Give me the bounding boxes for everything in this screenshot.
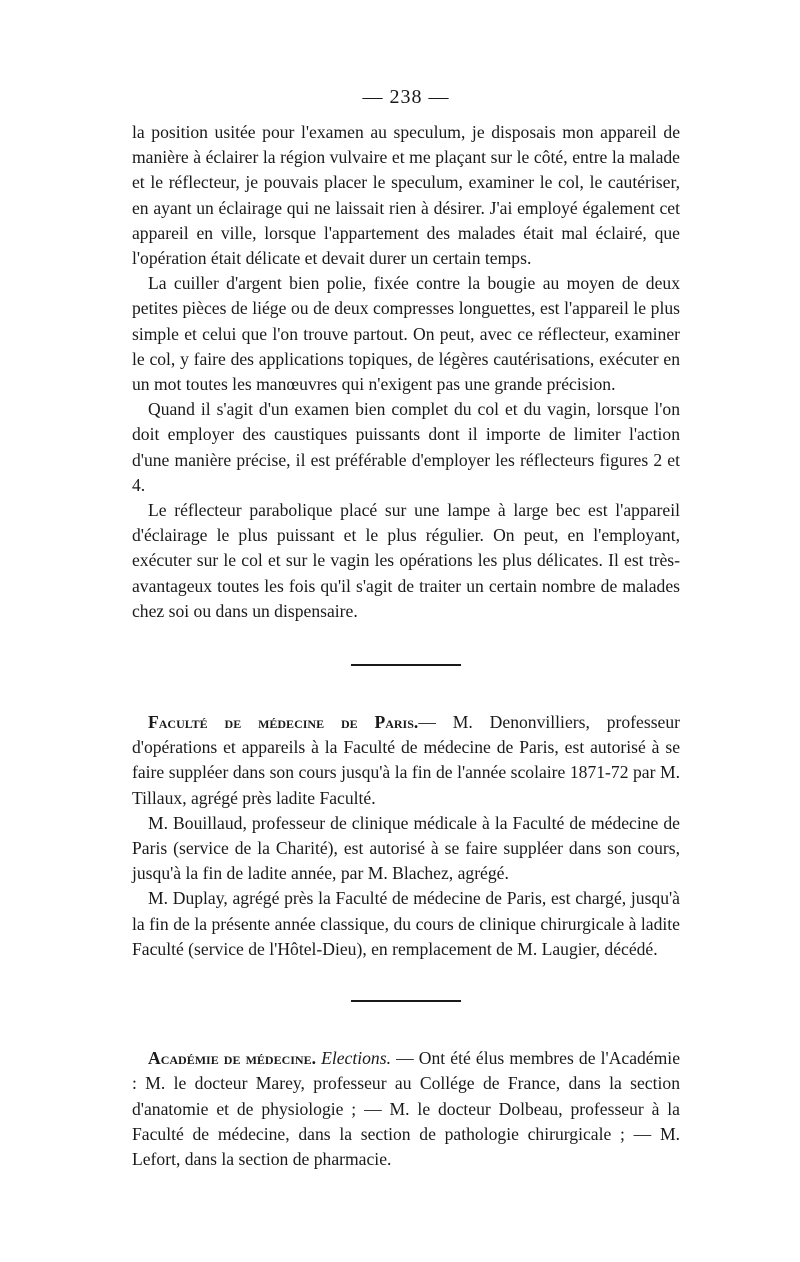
paragraph-complete-exam: Quand il s'agit d'un examen bien complet du col et du vagin, lorsque l'on doit employer des caustiques puissants dont il importe de limiter l'action d'une manière précise, il est préférable d'employer les réflecteurs figures 2 et 4. <box>132 399 680 495</box>
faculty-announcement <box>132 710 680 811</box>
document-page <box>132 84 680 1172</box>
faculty-section <box>132 710 680 962</box>
paragraph-speculum-position: la position usitée pour l'examen au speculum, je disposais mon appareil de manière à éclairer la région vulvaire et me plaçant sur le côté, entre la malade et le réflecteur, je pouvais placer le speculum, examiner le col, le cautériser, en ayant un éclairage qui ne laissait rien à désirer. J'ai employé également cet appareil en ville, lorsque l'appartement des malades était mal éclairé, que l'opération était délicate et devait durer un certain temps. <box>132 122 680 269</box>
paragraph-silver-spoon: La cuiller d'argent bien polie, fixée contre la bougie au moyen de deux petites pièces de liége ou de deux compresses longuettes, est l'appareil le plus simple et celui que l'on trouve partout. On peut, avec ce réflecteur, examiner le col, y faire des applications topiques, de légères cautérisations, exécuter en un mot toutes les manœuvres qui n'exigent pas une grande précision. <box>132 273 680 395</box>
paragraph-parabolic-reflector: Le réflecteur parabolique placé sur une lampe à large bec est l'appareil d'éclairage le plus puissant et le plus régulier. On peut, en l'employant, exécuter sur le col et sur le vagin les opérations les plus délicates. Il est très-avantageux toutes les fois qu'il s'agit de traiter un certain nombre de malades chez soi ou dans un dispensaire. <box>132 500 680 621</box>
faculty-first-text: — M. Denonvilliers, professeur d'opérations et appareils à la Faculté de médecine de Paris, est autorisé à se faire suppléer dans son cours jusqu'à la fin de l'année scolaire 1871-72 par M. Tillaux, agrégé près ladite Faculté. <box>132 712 681 808</box>
academy-heading: Académie de médecine. <box>148 1048 316 1069</box>
academy-subheading: Elections. <box>321 1048 391 1069</box>
paragraph-bouillaud: M. Bouillaud, professeur de clinique médicale à la Faculté de médecine de Paris (service de la Charité), est autorisé à se faire suppléer dans son cours, jusqu'à la fin de ladite année, par M. Blachez, agrégé. <box>132 812 680 884</box>
paragraph-duplay: M. Duplay, agrégé près la Faculté de médecine de Paris, est chargé, jusqu'à la fin de la présente année classique, du cours de clinique chirurgicale à ladite Faculté (service de l'Hôtel-Dieu), en remplacement de M. Laugier, décédé. <box>132 888 680 959</box>
academy-announcement <box>132 1046 680 1172</box>
page-number: — 238 — <box>362 86 450 108</box>
academy-section <box>132 1046 680 1172</box>
faculty-heading: Faculté de médecine de Paris. <box>148 712 419 733</box>
section-divider <box>351 664 461 666</box>
top-section <box>132 120 680 624</box>
academy-text: — Ont été élus membres de l'Académie : M. le docteur Marey, professeur au Collége de France, dans la section d'anatomie et de physiologie ; — M. le docteur Dolbeau, professeur à la Faculté de médecine, dans la section de pathologie chirurgicale ; — M. Lefort, dans la section de pharmacie. <box>132 1048 680 1169</box>
section-divider <box>351 1000 461 1002</box>
